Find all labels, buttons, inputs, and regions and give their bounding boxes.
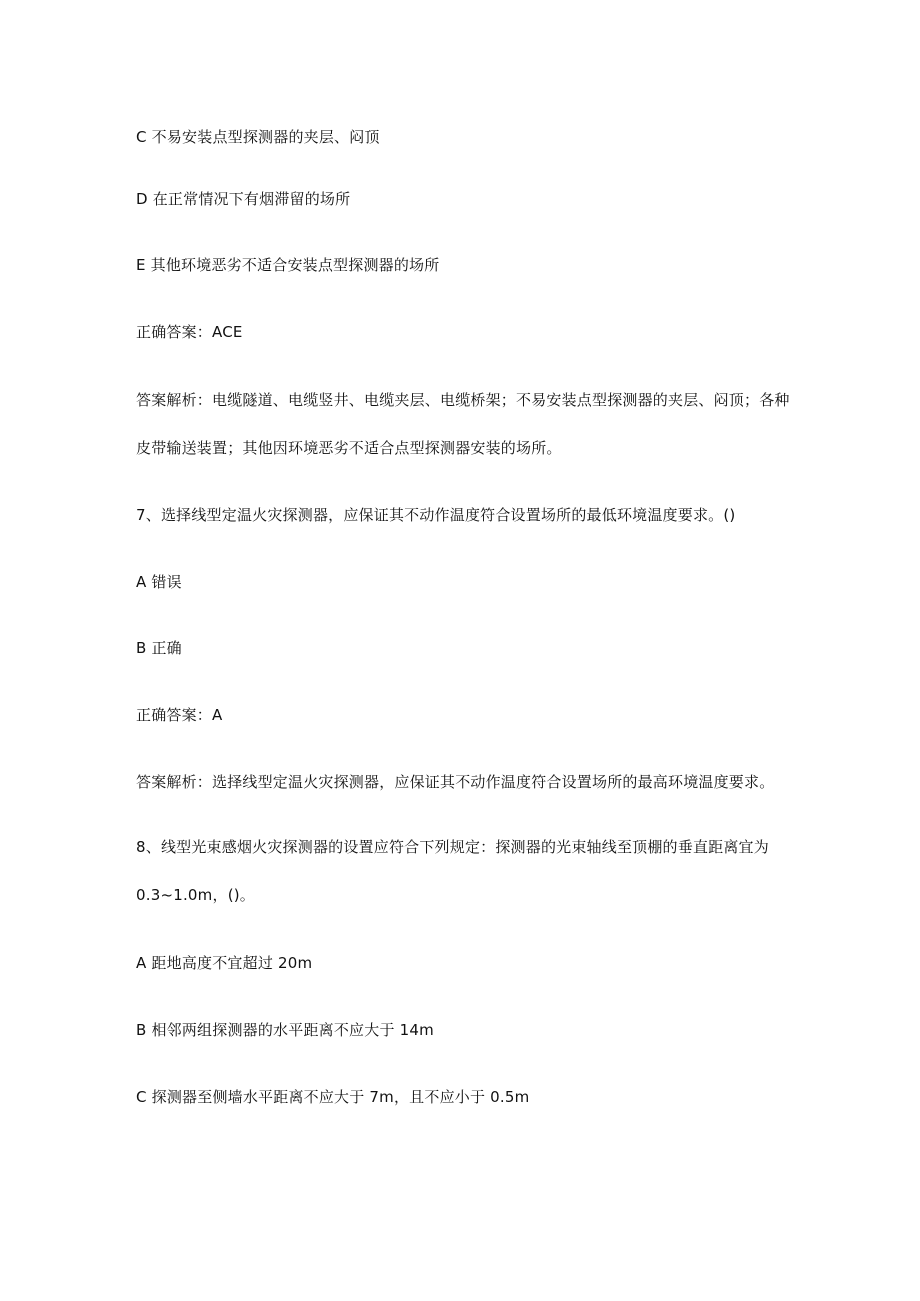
option-c-text: C 不易安装点型探测器的夹层、闷顶 xyxy=(136,128,380,146)
option-c-text: C 探测器至侧墙水平距离不应大于 7m，且不应小于 0.5m xyxy=(136,1088,530,1106)
question-7-text: 7、选择线型定温火灾探测器，应保证其不动作温度符合设置场所的最低环境温度要求。() xyxy=(136,506,736,524)
option-b-text: B 正确 xyxy=(136,639,182,657)
question-8-text-line-2: 0.3~1.0m，()。 xyxy=(136,886,255,904)
option-b-text: B 相邻两组探测器的水平距离不应大于 14m xyxy=(136,1021,434,1039)
option-a-text: A 距地高度不宜超过 20m xyxy=(136,954,313,972)
answer-explanation-line-1: 答案解析：电缆隧道、电缆竖井、电缆夹层、电缆桥架；不易安装点型探测器的夹层、闷顶；各种 xyxy=(136,391,790,409)
correct-answer: 正确答案：ACE xyxy=(136,323,243,341)
answer-explanation-line-2: 皮带输送装置；其他因环境恶劣不适合点型探测器安装的场所。 xyxy=(136,439,562,457)
correct-answer: 正确答案：A xyxy=(136,706,223,724)
option-e-text: E 其他环境恶劣不适合安装点型探测器的场所 xyxy=(136,256,440,274)
option-a-text: A 错误 xyxy=(136,573,182,591)
answer-explanation: 答案解析：选择线型定温火灾探测器，应保证其不动作温度符合设置场所的最高环境温度要求。 xyxy=(136,773,775,791)
option-d-text: D 在正常情况下有烟滞留的场所 xyxy=(136,190,351,208)
question-8-text-line-1: 8、线型光束感烟火灾探测器的设置应符合下列规定：探测器的光束轴线至顶棚的垂直距离宜为 xyxy=(136,838,769,856)
